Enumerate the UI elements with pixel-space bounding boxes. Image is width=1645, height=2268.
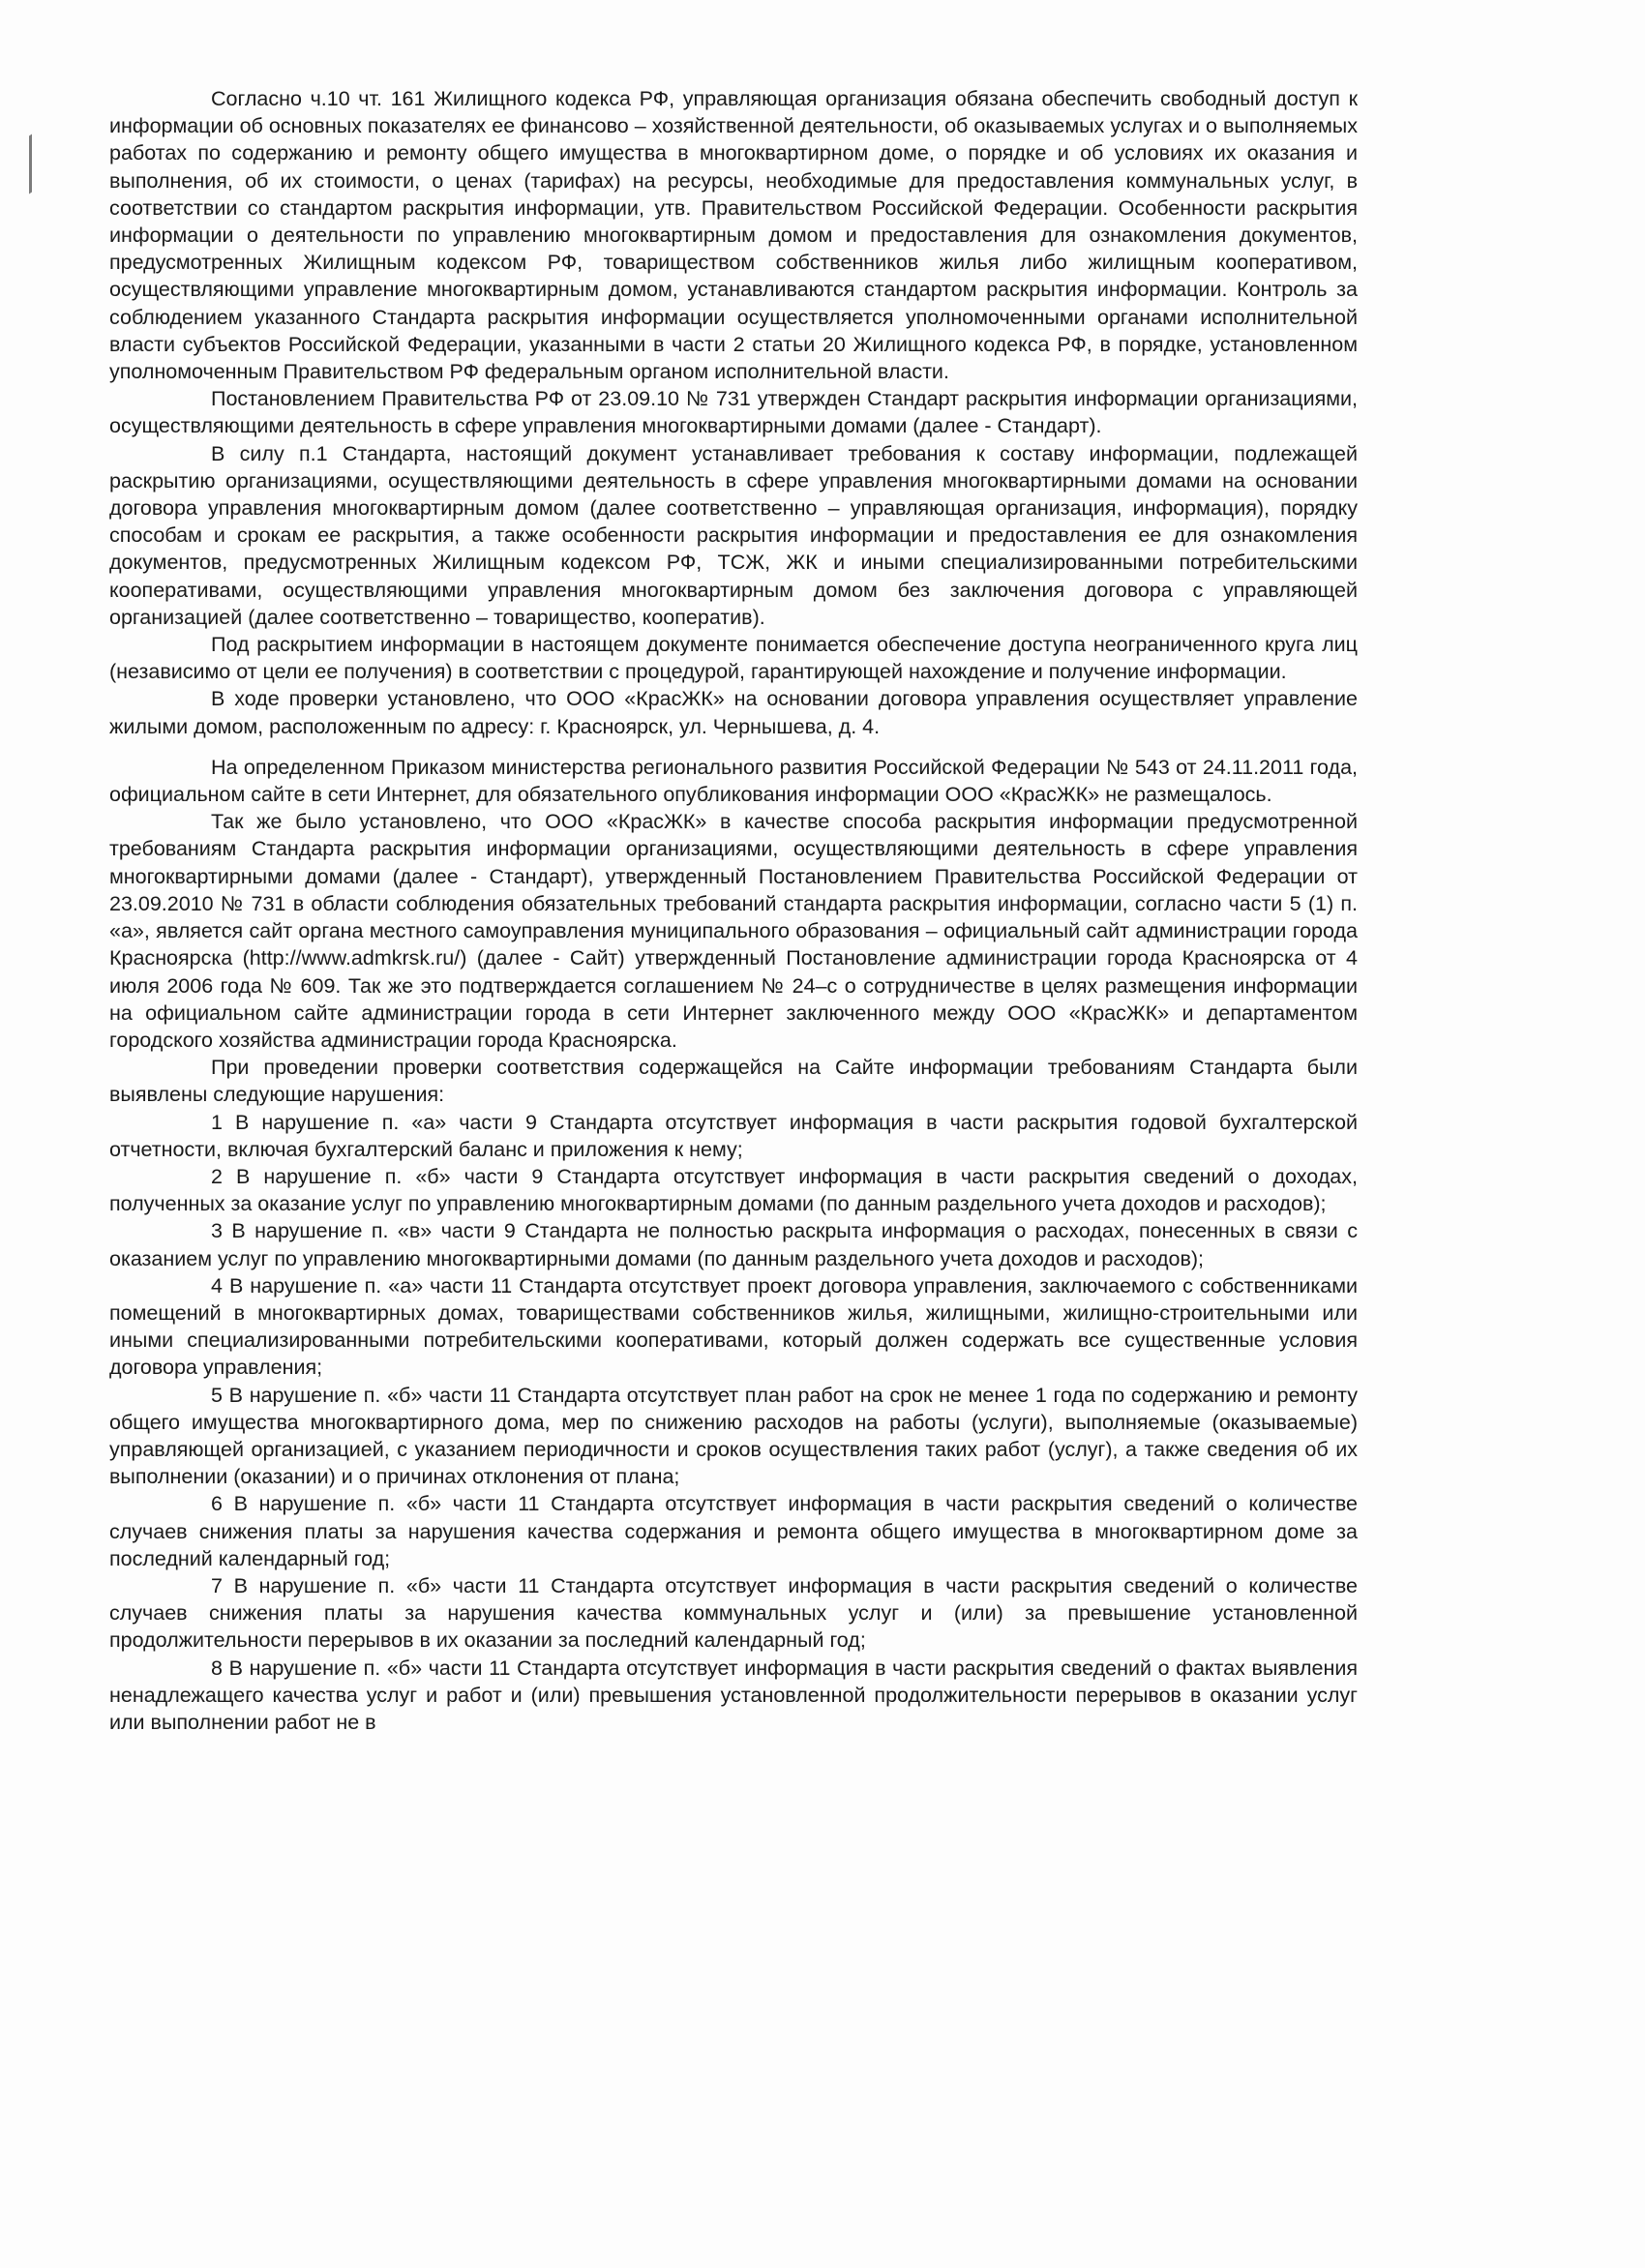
scan-edge-mark [0,134,32,214]
violation-item-3: 3 В нарушение п. «в» части 9 Стандарта не полностью раскрыта информация о расходах, понесенных в связи с оказанием услуг по управлению многоквартирными домами (по данным раздельного учета доходов и расходов); [109,1219,1358,1270]
violation-item-4: 4 В нарушение п. «а» части 11 Стандарта отсутствует проект договора управления, заключаемого с собственниками помещений в многоквартирных домах, товариществами собственников жилья, жилищными, жилищно-строительными или иными специализированными потребительскими кооперативами, который должен содержать все существенные условия договора управления; [109,1273,1358,1380]
violation-item-6: 6 В нарушение п. «б» части 11 Стандарта отсутствует информация в части раскрытия сведений о количестве случаев снижения платы за нарушения качества содержания и ремонта общего имущества в многоквартирном доме за последний календарный год; [109,1492,1358,1570]
violation-item-8: 8 В нарушение п. «б» части 11 Стандарта отсутствует информация в части раскрытия сведений о фактах выявления ненадлежащего качества услуг и работ и (или) превышения установленной продолжительности перерывов в оказании услуг или выполнении работ не в [109,1656,1358,1734]
paragraph-violations-intro: При проведении проверки соответствия содержащейся на Сайте информации требованиям Стандарта были выявлены следующие нарушения: [109,1056,1358,1107]
paragraph-disclosure-method: Так же было установлено, что ООО «КрасЖК» в качестве способа раскрытия информации предусмотренной требованиям Стандарта раскрытия информации организациями, осуществляющими деятельность в сфере управления многоквартирными домами (далее - Стандарт), утвержденный Постановлением Правительства Российской Федерации от 23.09.2010 № 731 в области соблюдения обязательных требований стандарта раскрытия информации, согласно части 5 (1) п. «а», является сайт органа местного самоуправления муниципального образования – официальный сайт администрации города Красноярска (http://www.admkrsk.ru/) (далее - Сайт) утвержденный Постановление администрации города Красноярска от 4 июля 2006 года № 609. Так же это подтверждается соглашением № 24–с о сотрудничестве в целях размещения информации на официальном сайте администрации города в сети Интернет заключенного между ООО «КрасЖК» и департаментом городского хозяйства администрации города Красноярска. [109,810,1358,1052]
paragraph-legal-basis: Согласно ч.10 чт. 161 Жилищного кодекса РФ, управляющая организация обязана обеспечить свободный доступ к информации об основных показателях ее финансово – хозяйственной деятельности, об оказываемых услугах и о выполняемых работах по содержанию и ремонту общего имущества в многоквартирном доме, о порядке и об условиях их оказания и выполнения, об их стоимости, о ценах (тарифах) на ресурсы, необходимые для предоставления коммунальных услуг, в соответствии со стандартом раскрытия информации, утв. Правительством Российской Федерации. Особенности раскрытия информации о деятельности по управлению многоквартирным домом и предоставления для ознакомления документов, предусмотренных Жилищным кодексом РФ, товариществом собственников жилья либо жилищным кооперативом, осуществляющими управление многоквартирным домом, устанавливаются стандартом раскрытия информации. Контроль за соблюдением указанного Стандарта раскрытия информации осуществляется уполномоченными органами исполнительной власти субъектов Российской Федерации, указанными в части 2 статьи 20 Жилищного кодекса РФ, в порядке, установленном уполномоченным Правительством РФ федеральным органом исполнительной власти. [109,87,1358,384]
paragraph-inspection-finding: В ходе проверки установлено, что ООО «КрасЖК» на основании договора управления осуществляет управление жилыми домом, расположенным по адресу: г. Красноярск, ул. Чернышева, д. 4. [109,687,1358,738]
paragraph-resolution-731: Постановлением Правительства РФ от 23.09.10 № 731 утвержден Стандарт раскрытия информации организациями, осуществляющими деятельность в сфере управления многоквартирными домами (далее - Стандарт). [109,387,1358,438]
paragraph-disclosure-definition: Под раскрытием информации в настоящем документе понимается обеспечение доступа неограниченного круга лиц (независимо от цели ее получения) в соответствии с процедурой, гарантирующей нахождение и получение информации. [109,633,1358,684]
violation-item-7: 7 В нарушение п. «б» части 11 Стандарта отсутствует информация в части раскрытия сведений о количестве случаев снижения платы за нарушения качества коммунальных услуг и (или) за превышение установленной продолжительности перерывов в их оказании за последний календарный год; [109,1573,1358,1653]
paragraph-standard-scope: В силу п.1 Стандарта, настоящий документ устанавливает требования к составу информации, подлежащей раскрытию организациями, осуществляющими деятельность в сфере управления многоквартирными домами на основании договора управления многоквартирным домом (далее соответственно – управляющая организация, информация), порядку способам и срокам ее раскрытия, а также особенности раскрытия информации и предоставления ее для ознакомления документов, предусмотренных Жилищным кодексом РФ, ТСЖ, ЖК и иными специализированными потребительскими кооперативами, осуществляющими управления многоквартирным домом без заключения договора с управляющей организацией (далее соответственно – товарищество, кооператив). [109,441,1358,629]
violation-item-1: 1 В нарушение п. «а» части 9 Стандарта отсутствует информация в части раскрытия годовой бухгалтерской отчетности, включая бухгалтерский баланс и приложения к нему; [109,1110,1358,1161]
paragraph-official-site: На определенном Приказом министерства регионального развития Российской Федерации № 543 от 24.11.2011 года, официальном сайте в сети Интернет, для обязательного опубликования информации ООО «КрасЖК» не размещалось. [109,755,1358,807]
violation-item-2: 2 В нарушение п. «б» части 9 Стандарта отсутствует информация в части раскрытия сведений о доходах, полученных за оказание услуг по управлению многоквартирным домами (по данным раздельного учета доходов и расходов); [109,1164,1358,1216]
violation-item-5: 5 В нарушение п. «б» части 11 Стандарта отсутствует план работ на срок не менее 1 года по содержанию и ремонту общего имущества многоквартирного дома, мер по снижению расходов на работы (услуги), выполняемые (оказываемые) управляющей организацией, с указанием периодичности и сроков осуществления таких работ (услуг), а также сведения об их выполнении (оказании) и о причинах отклонения от плана; [109,1383,1358,1489]
document-body [109,85,1358,1736]
